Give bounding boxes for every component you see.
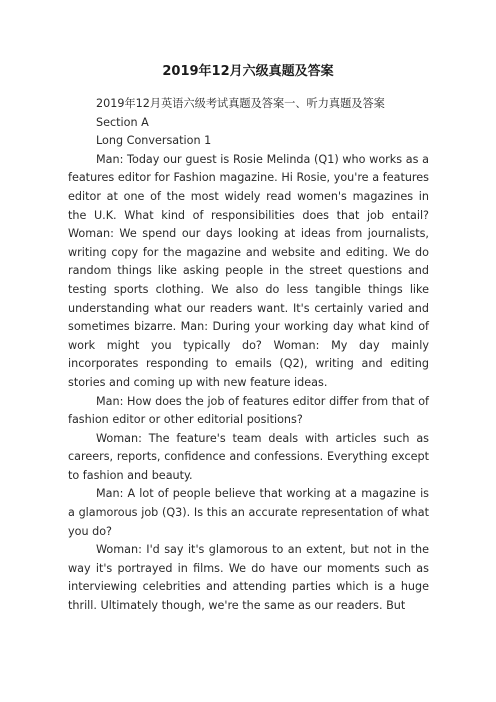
paragraph: Woman: The feature's team deals with articles such as careers, reports, confidence and confessions. Everything except to fashion and beauty. [68,431,429,482]
paragraph: Man: A lot of people believe that working at a magazine is a glamorous job (Q3). Is this an accurate representation of what you do? [68,487,429,538]
document-body [68,95,429,616]
conversation-heading: Long Conversation 1 [96,134,212,148]
document-title: 2019年12月六级真题及答案 [162,64,334,79]
section-heading: Section A [96,115,149,129]
paragraph: Man: Today our guest is Rosie Melinda (Q1) who works as a features editor for Fashion magazine. Hi Rosie, you're a features editor at one of the most widely read women's magazines in the U.K. What kind of responsibilities does that job entail? Woman: We spend our days looking at ideas from journalists, writing copy for the magazine and website and editing. We do random things like asking people in the street questions and testing sports clothing. We also do less tangible things like understanding what our readers want. It's certainly varied and sometimes bizarre. Man: During your working day what kind of work might you typically do? Woman: My day mainly incorporates responding to emails (Q2), writing and editing stories and coming up with new feature ideas. [68,152,429,389]
subtitle-line: 2019年12月英语六级考试真题及答案一、听力真题及答案 [96,97,385,110]
paragraph: Man: How does the job of features editor differ from that of fashion editor or other editorial positions? [68,394,429,427]
paragraph: Woman: I'd say it's glamorous to an extent, but not in the way it's portrayed in films. We do have our moments such as interviewing celebrities and attending parties which is a huge thrill. Ultimately though, we're the same as our readers. But [68,543,429,613]
